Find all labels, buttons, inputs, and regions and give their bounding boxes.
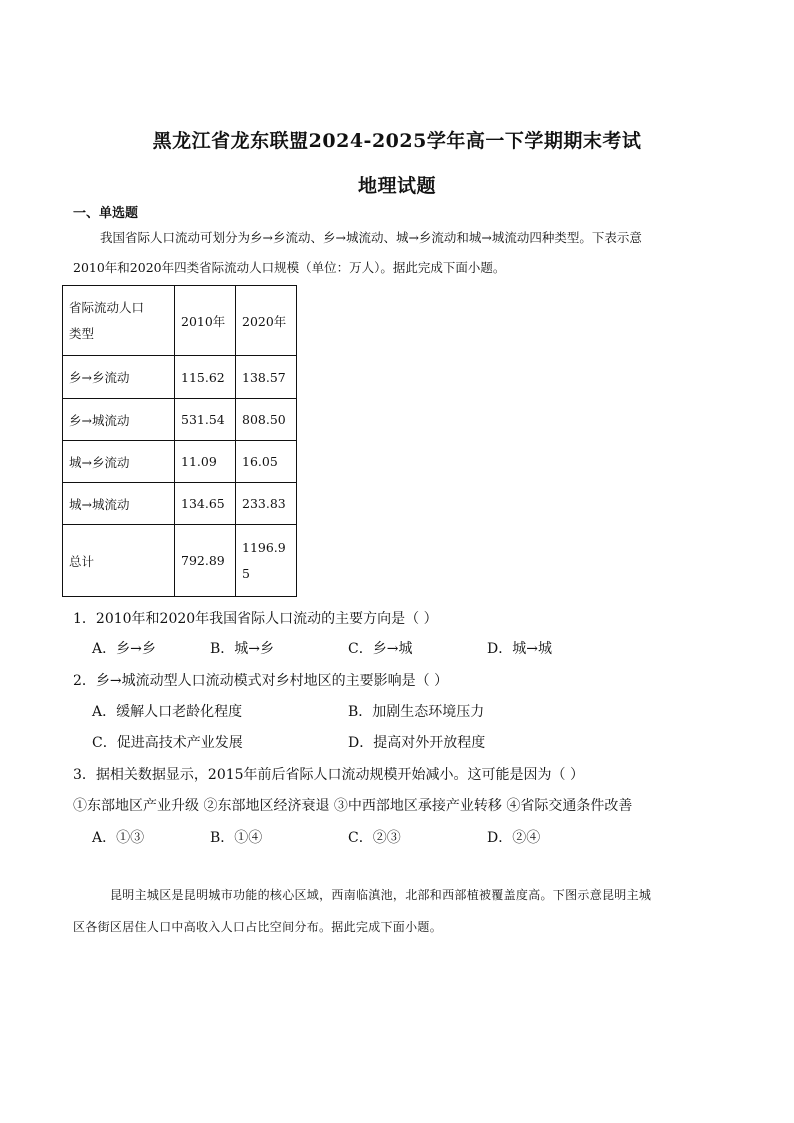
table-row: 城→乡流动 11.09 16.05 [63, 441, 297, 483]
q2-option-a: A．缓解人口老龄化程度 [92, 704, 243, 720]
intro2-line-2: 区各街区居住人口中高收入人口占比空间分布。据此完成下面小题。 [73, 920, 443, 934]
q3-option-d: D．②④ [487, 830, 541, 846]
header-cell-2010: 2010年 [175, 286, 236, 356]
migration-table [62, 285, 297, 597]
intro-line-2: 2010年和2020年四类省际流动人口规模（单位：万人）。据此完成下面小题。 [73, 260, 506, 275]
q3-option-b: B．①④ [210, 830, 263, 846]
q3-option-a: A．①③ [92, 830, 145, 846]
question-1-stem: 1．2010年和2020年我国省际人口流动的主要方向是（ ） [73, 611, 438, 627]
q2-option-b: B．加剧生态环境压力 [348, 704, 485, 720]
intro2-line-1: 昆明主城区是昆明城市功能的核心区域，西南临滇池，北部和西部植被覆盖度高。下图示意昆明主城 [110, 888, 652, 902]
q2-option-d: D．提高对外开放程度 [348, 735, 486, 751]
table-row: 城→城流动 134.65 233.83 [63, 483, 297, 525]
table-row: 乡→乡流动 115.62 138.57 [63, 356, 297, 399]
exam-title: 黑龙江省龙东联盟2024-2025学年高一下学期期末考试 [152, 130, 642, 152]
q1-option-a: A．乡→乡 [92, 641, 156, 657]
question-2-stem: 2．乡→城流动型人口流动模式对乡村地区的主要影响是（ ） [73, 673, 449, 689]
subject-title: 地理试题 [357, 175, 436, 197]
table-total-row: 总计 792.89 1196.9 5 [63, 525, 297, 597]
q1-option-d: D．城→城 [487, 641, 552, 657]
table-header-row [63, 286, 297, 356]
q1-option-b: B．城→乡 [210, 641, 275, 657]
q2-option-c: C．促进高技术产业发展 [92, 735, 243, 751]
header-cell-type: 省际流动人口 类型 [63, 286, 175, 356]
question-3-items: ①东部地区产业升级 ②东部地区经济衰退 ③中西部地区承接产业转移 ④省际交通条件改善 [73, 798, 633, 814]
q3-option-c: C．②③ [348, 830, 401, 846]
intro-line-1: 我国省际人口流动可划分为乡→乡流动、乡→城流动、城→乡流动和城→城流动四种类型。下表示意 [100, 230, 642, 245]
q1-option-c: C．乡→城 [348, 641, 413, 657]
question-3-stem: 3．据相关数据显示，2015年前后省际人口流动规模开始减小。这可能是因为（ ） [73, 767, 584, 783]
header-cell-2020: 2020年 [236, 286, 297, 356]
section-heading: 一、单选题 [73, 206, 139, 221]
table-row: 乡→城流动 531.54 808.50 [63, 399, 297, 441]
